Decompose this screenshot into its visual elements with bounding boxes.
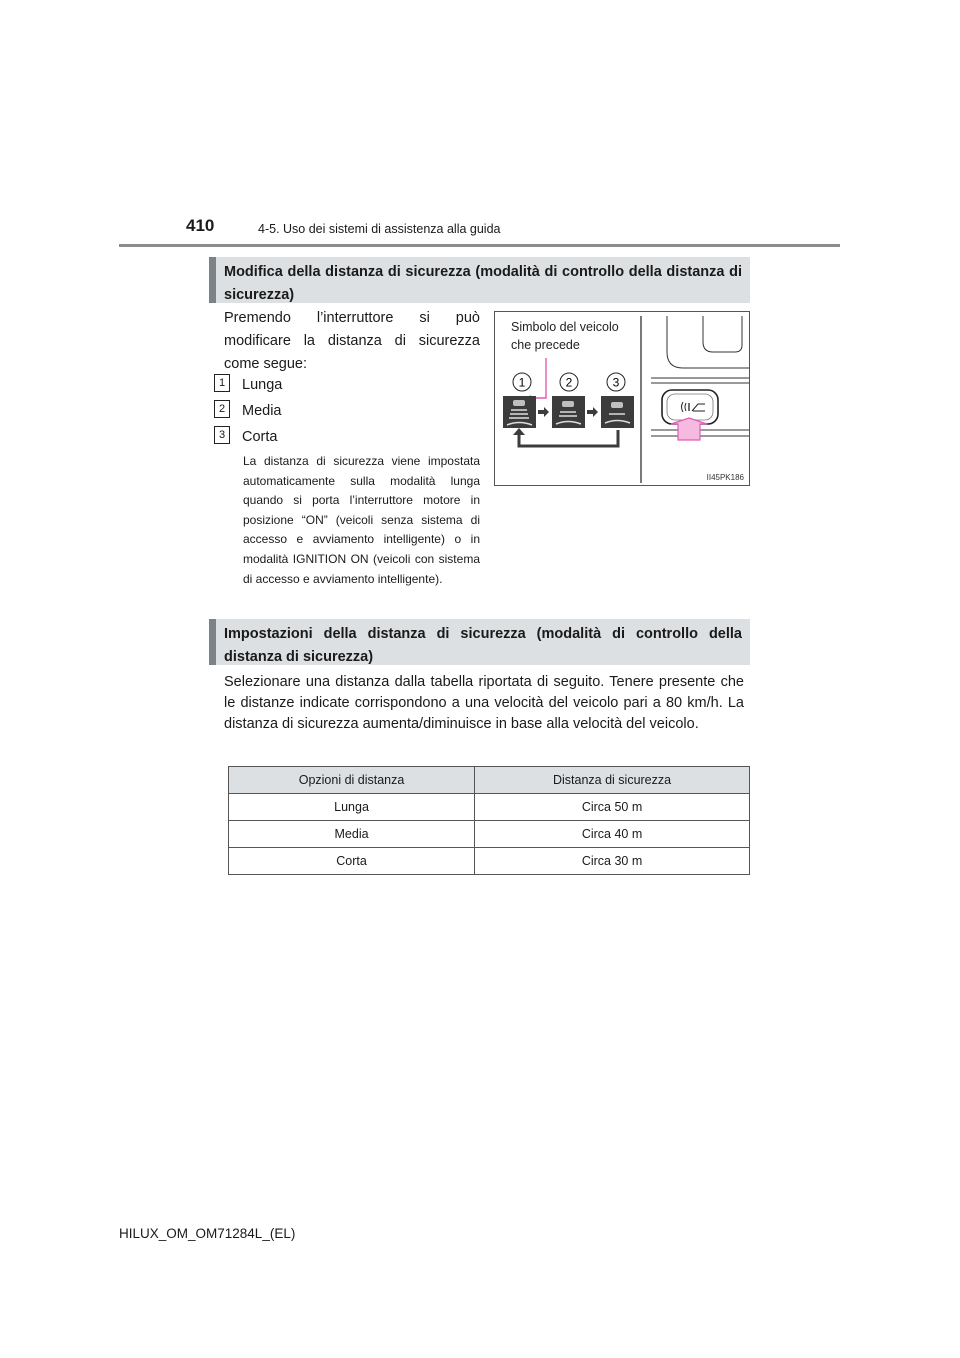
steering-switch-panel — [651, 316, 750, 436]
document-code: HILUX_OM_OM71284L_(EL) — [119, 1226, 296, 1241]
loop-arrowhead — [513, 428, 525, 435]
arrow-right-icon — [587, 407, 598, 417]
section-heading-modify-distance: Modifica della distanza di sicurezza (modalità di controllo della distanza di sicurezza) — [209, 257, 750, 303]
header-divider — [119, 244, 840, 247]
figure-label-line: che precede — [511, 338, 580, 352]
body-paragraph: Selezionare una distanza dalla tabella riportata di seguito. Tenere presente che le distanze indicate corrispondono a una velocità del veicolo pari a 80 km/h. La distanza di sicurezza aumenta/diminuisce in base alla velocità del veicolo. — [224, 674, 744, 732]
table-header-cell: Distanza di sicurezza — [475, 767, 750, 794]
callout-number: 2 — [565, 375, 573, 390]
display-medium-icon — [552, 396, 585, 428]
table-cell: Circa 40 m — [475, 821, 750, 848]
note-paragraph: La distanza di sicurezza viene impostata automaticamente sulla modalità lunga quando si porta l’interruttore motore in posizione “ON” (veicoli senza sistema di accesso e avviamento intelligente) o in modalità IGNITION ON (veicoli con sistema di accesso e avviamento intelligente). — [243, 454, 480, 586]
table-header-row — [229, 767, 750, 794]
page-number: 410 — [186, 216, 215, 235]
table-cell: Circa 30 m — [475, 848, 750, 875]
callout-number: 1 — [518, 375, 526, 390]
table-cell: Media — [229, 821, 475, 848]
chapter-title: 4-5. Uso dei sistemi di assistenza alla guida — [258, 222, 501, 236]
step-item-medium — [214, 400, 282, 422]
table-cell: Corta — [229, 848, 475, 875]
arrow-right-icon — [538, 407, 549, 417]
step-number-badge: 2 — [214, 400, 230, 418]
callout-number: 3 — [612, 375, 620, 390]
display-long-icon — [503, 396, 536, 428]
table-header-cell: Opzioni di distanza — [229, 767, 475, 794]
figure-label-line: Simbolo del veicolo — [511, 320, 619, 334]
callout-1 — [513, 373, 531, 391]
step-item-short — [214, 426, 277, 448]
step-number-badge: 1 — [214, 374, 230, 392]
step-label: Media — [242, 403, 282, 419]
distance-switch-illustration — [494, 311, 750, 486]
leader-line — [528, 358, 546, 398]
table-cell: Lunga — [229, 794, 475, 821]
intro-paragraph: Premendo l’interruttore si può modificare la distanza di sicurezza come segue: — [224, 310, 480, 372]
callout-2 — [560, 373, 578, 391]
loop-arrow-line — [519, 430, 618, 446]
step-label: Lunga — [242, 377, 283, 393]
callout-3 — [607, 373, 625, 391]
step-number-badge: 3 — [214, 426, 230, 444]
step-item-long — [214, 374, 282, 396]
display-short-icon — [601, 396, 634, 428]
table-cell: Circa 50 m — [475, 794, 750, 821]
step-label: Corta — [242, 429, 278, 445]
section-heading-distance-settings: Impostazioni della distanza di sicurezza (modalità di controllo della distanza di sicurezza) — [209, 619, 750, 665]
table-row — [229, 821, 750, 848]
table-row — [229, 848, 750, 875]
table-row — [229, 794, 750, 821]
figure-drawing — [495, 312, 750, 486]
figure-code: II45PK186 — [706, 473, 744, 482]
distance-table — [228, 766, 750, 875]
